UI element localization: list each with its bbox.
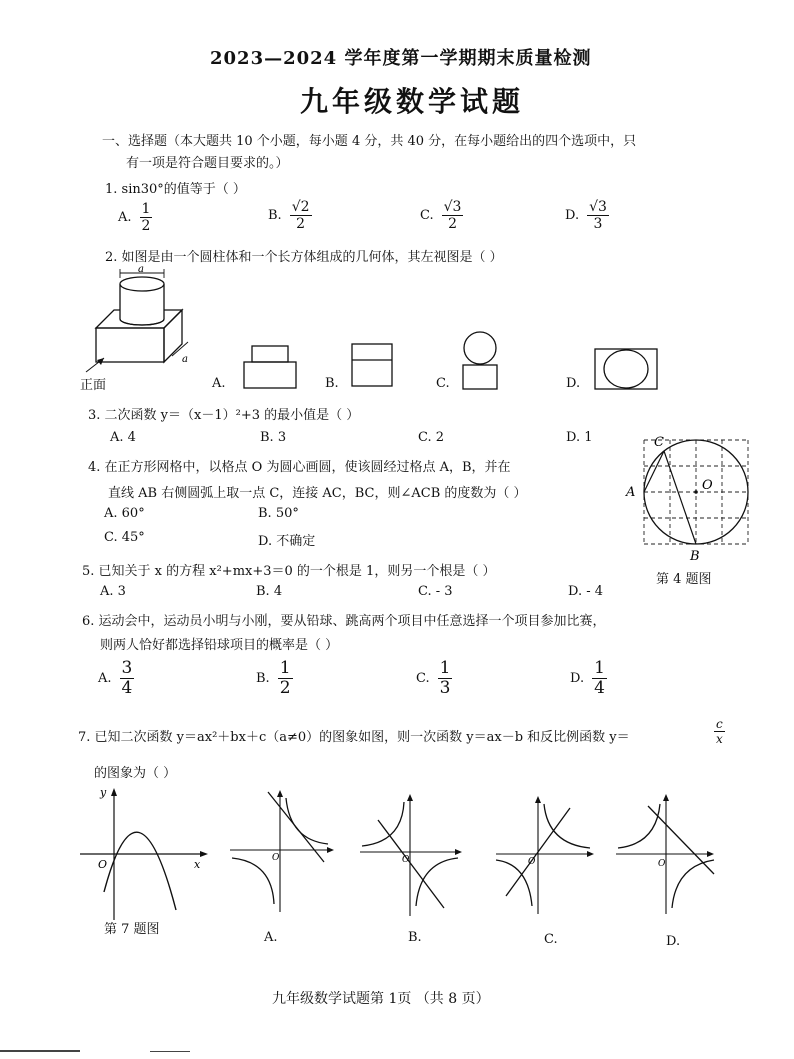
question-7-line1: 7. 已知二次函数 y＝ax²＋bx＋c（a≠0）的图象如图，则一次函数 y＝ax－b 和反比例函数 y＝	[78, 730, 630, 745]
question-3-stem: 3. 二次函数 y＝（x－1）²+3 的最小值是（ ）	[88, 408, 360, 423]
q2-option-c-figure	[458, 328, 508, 392]
question-6-line2: 则两人恰好都选择铅球项目的概率是（ ）	[100, 638, 339, 653]
q7-inline-fraction	[714, 718, 725, 745]
q7-figure-caption: 第 7 题图	[104, 922, 160, 937]
numerator: 3	[121, 658, 133, 678]
q5-option-a: A. 3	[100, 584, 126, 599]
q7b-origin-label: O	[402, 855, 410, 865]
q1-option-a	[118, 202, 152, 233]
q7-parabola-figure	[76, 784, 216, 924]
q6-option-c	[416, 660, 452, 697]
denominator: 2	[141, 218, 151, 234]
numerator: 1	[594, 658, 605, 678]
q7-option-b-graph	[358, 790, 468, 920]
q3-option-a: A. 4	[110, 430, 136, 445]
question-5-stem: 5. 已知关于 x 的方程 x²+mx+3＝0 的一个根是 1，则另一个根是（ ）	[82, 564, 496, 579]
q5-option-c: C. - 3	[418, 584, 453, 599]
numerator: √3	[443, 199, 462, 215]
q2-option-a-label: A.	[212, 376, 226, 391]
q2-dimension-side-label: a	[182, 354, 188, 365]
question-1-stem: 1. sin30°的值等于（ ）	[105, 182, 246, 197]
q3-option-c: C. 2	[418, 430, 445, 445]
q2-option-c-label: C.	[436, 376, 450, 391]
exam-subtitle: 九年级数学试题	[300, 85, 525, 118]
numerator: 1	[279, 658, 291, 678]
exam-header-title: 2023—2024 学年度第一学期期末质量检测	[210, 48, 592, 69]
q6-option-b-fraction	[278, 660, 293, 697]
q7d-origin-label: O	[658, 859, 666, 869]
q2-option-a-figure	[240, 340, 300, 390]
q1-option-d-label: D.	[565, 208, 580, 223]
q3-option-d: D. 1	[566, 430, 593, 445]
q6-option-a-label: A.	[98, 671, 112, 686]
q1-option-c	[420, 200, 463, 231]
q7-option-b-label: B.	[408, 930, 422, 945]
section-instructions-line1: 一、选择题（本大题共 10 个小题，每小题 4 分，共 40 分，在每小题给出的四个选项中，只	[102, 134, 637, 149]
q5-option-b: B. 4	[256, 584, 283, 599]
q7-option-d-label: D.	[666, 934, 681, 949]
denominator: x	[715, 732, 723, 746]
question-6-line1: 6. 运动会中，运动员小明与小刚，要从铅球、跳高两个项目中任意选择一个项目参加比赛，	[82, 614, 606, 629]
scan-artifact-line	[150, 1051, 190, 1052]
q4-option-b: B. 50°	[258, 506, 299, 521]
q2-option-b-figure	[348, 340, 398, 390]
q7-option-c-label: C.	[544, 932, 558, 947]
q7-fraction-c-over-x	[714, 718, 725, 745]
q3-option-b: B. 3	[260, 430, 287, 445]
q1-option-d-fraction	[587, 200, 609, 231]
denominator: 3	[593, 216, 603, 232]
q5-option-d: D. - 4	[568, 584, 604, 599]
q7-option-c-graph	[494, 790, 604, 920]
denominator: 2	[279, 678, 291, 698]
q7-axis-y-label: y	[100, 786, 107, 799]
q6-option-b-label: B.	[256, 671, 270, 686]
q1-option-c-label: C.	[420, 208, 434, 223]
q1-option-b-fraction	[290, 200, 312, 231]
numerator: 1	[141, 201, 151, 217]
q2-option-d-figure	[592, 346, 662, 392]
q6-option-a-fraction	[120, 660, 135, 697]
q2-front-label: 正面	[80, 378, 107, 393]
q6-option-d-label: D.	[570, 671, 585, 686]
question-4-line1: 4. 在正方形网格中，以格点 O 为圆心画圆，使该圆经过格点 A，B，并在	[88, 460, 511, 475]
question-2-stem: 2. 如图是由一个圆柱体和一个长方体组成的几何体，其左视图是（ ）	[105, 250, 503, 265]
denominator: 3	[439, 678, 451, 698]
q1-option-c-fraction	[442, 200, 464, 231]
q4-option-a: A. 60°	[104, 506, 145, 521]
q2-solid-figure	[82, 266, 202, 386]
q6-option-d	[570, 660, 607, 697]
denominator: 4	[121, 678, 133, 698]
q4-figure-caption: 第 4 题图	[656, 572, 712, 587]
q4-point-a: A	[626, 485, 636, 500]
page-footer: 九年级数学试题第 1页 （共 8 页）	[272, 991, 490, 1007]
q7-option-a-label: A.	[264, 930, 278, 945]
denominator: 2	[296, 216, 306, 232]
q7a-origin-label: O	[272, 853, 280, 863]
q6-option-a	[98, 660, 134, 697]
q2-option-b-label: B.	[325, 376, 339, 391]
q1-option-b	[268, 200, 312, 231]
q1-option-b-label: B.	[268, 208, 282, 223]
q1-option-a-fraction	[140, 202, 153, 233]
q4-point-o: O	[702, 478, 713, 493]
q4-point-b: B	[690, 549, 700, 564]
q6-option-c-fraction	[438, 660, 453, 697]
numerator: √3	[589, 199, 607, 215]
q4-grid-circle-figure	[626, 435, 760, 566]
denominator: 4	[594, 678, 605, 698]
q1-option-a-label: A.	[118, 210, 132, 225]
q7-option-a-graph	[228, 788, 338, 918]
denominator: 2	[448, 216, 457, 232]
numerator: √2	[291, 199, 310, 215]
q6-option-b	[256, 660, 293, 697]
q2-dimension-top-label: a	[138, 264, 144, 275]
numerator: 1	[439, 658, 451, 678]
q6-option-c-label: C.	[416, 671, 430, 686]
q2-option-d-label: D.	[566, 376, 581, 391]
q4-option-c: C. 45°	[104, 530, 145, 545]
q7c-origin-label: O	[528, 857, 536, 867]
scan-artifact-line	[0, 1050, 80, 1052]
q7-origin-label: O	[98, 858, 108, 871]
q4-point-c: C	[654, 435, 664, 450]
q4-option-d: D. 不确定	[258, 534, 316, 549]
q1-option-d	[565, 200, 609, 231]
q6-option-d-fraction	[592, 660, 607, 697]
question-4-line2: 直线 AB 右侧圆弧上取一点 C，连接 AC，BC，则∠ACB 的度数为（ ）	[108, 486, 527, 501]
q7-option-d-graph	[614, 790, 724, 920]
section-instructions-line2: 有一项是符合题目要求的。）	[126, 156, 289, 171]
numerator: c	[716, 717, 723, 731]
question-7-line2: 的图象为（ ）	[94, 766, 177, 781]
q7-axis-x-label: x	[194, 858, 201, 871]
